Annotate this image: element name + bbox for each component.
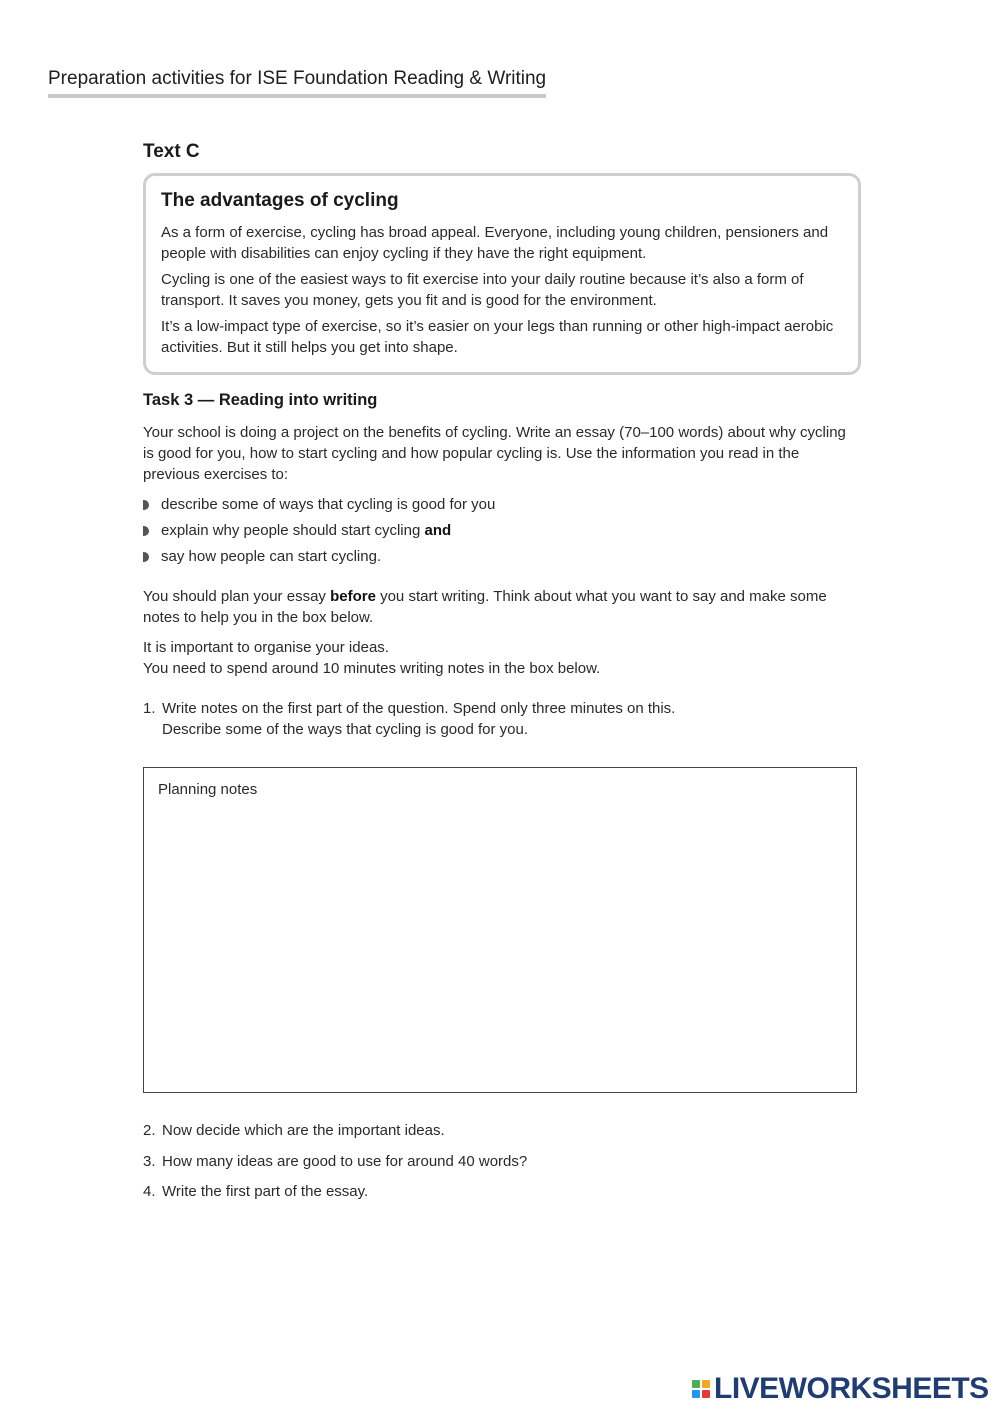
- reading-text-box: [143, 173, 861, 375]
- planning-notes-label: Planning notes: [158, 781, 258, 798]
- list-item: [143, 546, 495, 572]
- planning-notes-input[interactable]: [158, 808, 844, 1082]
- plan-text-before: You should plan your essay: [143, 588, 331, 605]
- task-intro: Your school is doing a project on the benefits of cycling. Write an essay (70–100 words) about why cycling is good for you, how to start cycling and how popular cycling is. Use the information you read in the previous exercises to:: [143, 424, 846, 483]
- logo-square-icon: [702, 1390, 710, 1398]
- organise-line-1: It is important to organise your ideas.: [143, 639, 389, 656]
- logo-square-icon: [692, 1390, 700, 1398]
- step-text: Write the first part of the essay.: [162, 1183, 369, 1200]
- reading-paragraph-1: As a form of exercise, cycling has broad appeal. Everyone, including young children, pensioners and people with disabilities can enjoy cycling if they have the right equipment.: [161, 224, 829, 262]
- step-3: [143, 1151, 527, 1172]
- bullet-icon: [143, 552, 149, 562]
- running-header: [48, 68, 546, 98]
- logo-square-icon: [692, 1380, 700, 1388]
- step-subtext: Describe some of the ways that cycling is good for you.: [162, 721, 529, 738]
- step-number: 1.: [143, 700, 156, 717]
- plan-instruction: [143, 586, 843, 628]
- list-item: [143, 520, 495, 546]
- section-heading-text-c: Text C: [143, 141, 200, 162]
- list-item: [143, 494, 495, 520]
- step-text: How many ideas are good to use for around 40 words?: [162, 1153, 528, 1170]
- planning-notes-box: [143, 767, 857, 1093]
- organise-line-2: You need to spend around 10 minutes writing notes in the box below.: [143, 660, 601, 677]
- bullet-icon: [143, 500, 149, 510]
- bullet-icon: [143, 526, 149, 536]
- logo-text: LIVEWORKSHEETS: [714, 1372, 989, 1405]
- step-1: [143, 698, 675, 740]
- reading-text-title: The advantages of cycling: [161, 190, 399, 211]
- logo-grid-icon: [692, 1380, 710, 1398]
- step-2: [143, 1120, 445, 1141]
- bullet-text: describe some of ways that cycling is good for you: [161, 496, 496, 513]
- step-number: 2.: [143, 1122, 156, 1139]
- plan-bold-word: before: [330, 588, 376, 605]
- step-text: Now decide which are the important ideas.: [162, 1122, 445, 1139]
- reading-paragraph-3: It’s a low-impact type of exercise, so it’s easier on your legs than running or other high-impact aerobic activities. But it still helps you get into shape.: [161, 318, 834, 356]
- liveworksheets-logo: [692, 1373, 989, 1405]
- step-number: 3.: [143, 1153, 156, 1170]
- bullet-text: explain why people should start cycling: [161, 522, 425, 539]
- task-heading: Task 3 — Reading into writing: [143, 391, 378, 409]
- step-text: Write notes on the first part of the question. Spend only three minutes on this.: [162, 700, 676, 717]
- bullet-text: say how people can start cycling.: [161, 548, 382, 565]
- reading-paragraph-2: Cycling is one of the easiest ways to fit exercise into your daily routine because it’s also a form of transport. It saves you money, gets you fit and is good for the environment.: [161, 271, 804, 309]
- step-4: [143, 1181, 368, 1202]
- header-title: Preparation activities for ISE Foundation Reading & Writing: [48, 68, 547, 89]
- logo-square-icon: [702, 1380, 710, 1388]
- organise-instruction: [143, 637, 843, 679]
- step-number: 4.: [143, 1183, 156, 1200]
- plan-text-after: you start writing. Think about what you want to say and make some notes to help you in the box below.: [143, 588, 827, 626]
- bullet-bold-word: and: [424, 522, 452, 539]
- task-bullet-list: [143, 494, 495, 572]
